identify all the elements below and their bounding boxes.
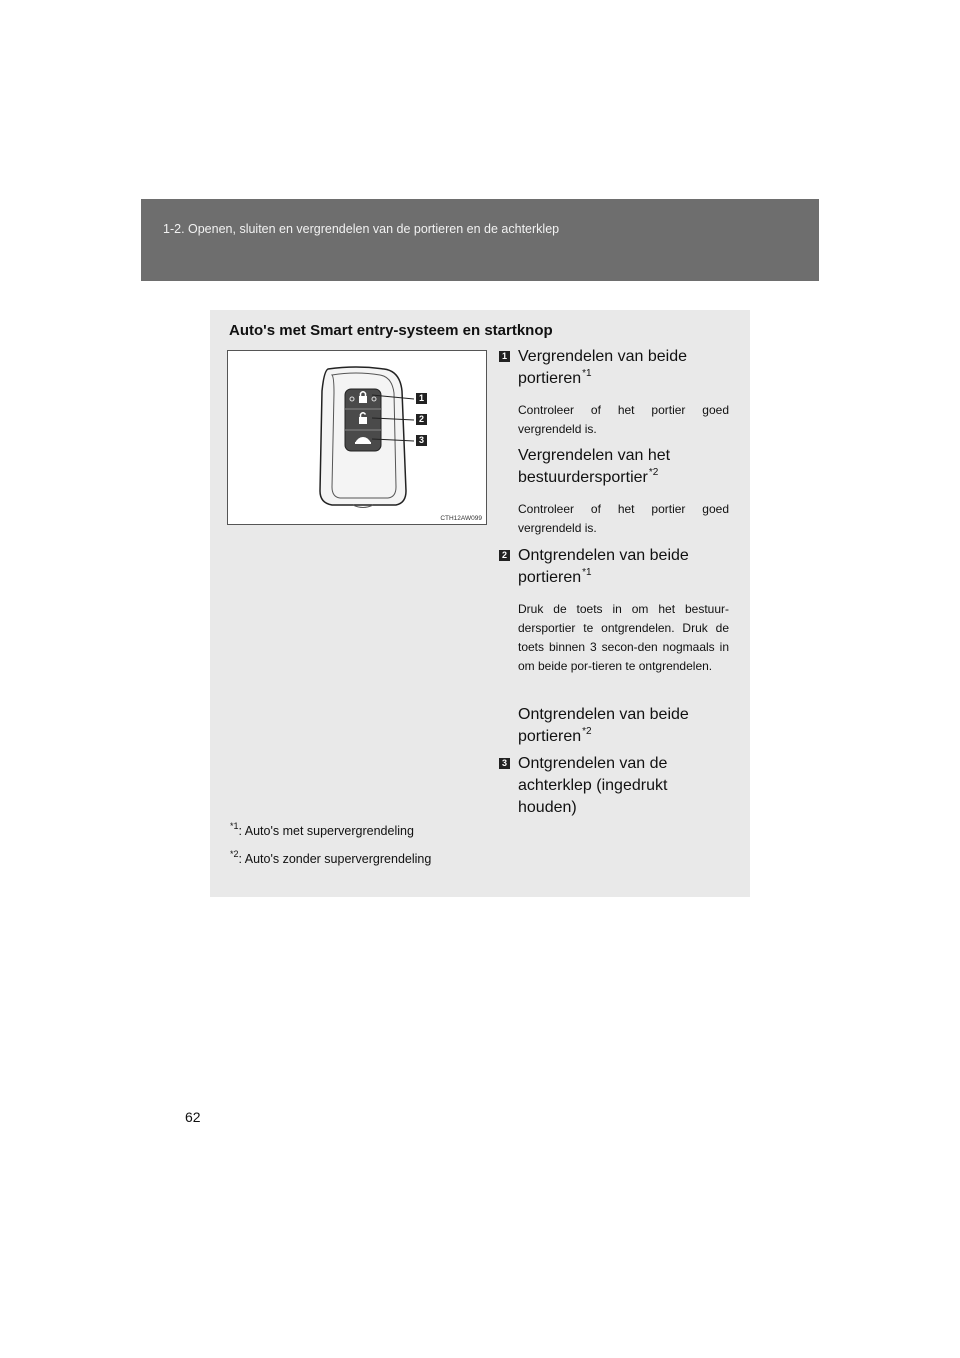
item-heading: Ontgrendelen van beide portieren (518, 547, 689, 586)
key-fob-figure (227, 350, 487, 525)
footnote-mark: *2 (230, 849, 239, 859)
item-heading: Ontgrendelen van beide portieren (518, 706, 689, 745)
info-panel (210, 310, 750, 897)
item-heading: Ontgrendelen van de achterklep (ingedrukt houden) (518, 755, 668, 816)
item-marker: 1 (499, 351, 510, 362)
item-unlock-all (499, 545, 729, 676)
footnote-text: : Auto's zonder supervergrendeling (238, 852, 432, 866)
footnote-1 (229, 821, 414, 838)
key-fob-illustration (228, 351, 486, 524)
item-unlock-trunk (499, 753, 729, 819)
item-unlock-all-2 (499, 704, 729, 750)
item-superscript: *1 (582, 567, 592, 578)
callout-1: 1 (416, 393, 427, 404)
figure-code: CTH12AW099 (440, 515, 482, 522)
item-heading: Vergrendelen van beide portieren (518, 348, 688, 387)
footnote-text: : Auto's met supervergrendeling (238, 824, 414, 838)
item-description: Controleer of het portier goed vergrendeld is. (518, 403, 729, 436)
item-heading: Vergrendelen van het bestuurdersportier (518, 447, 671, 486)
item-description: Druk de toets in om het bestuur-dersportier te ontgrendelen. Druk de toets binnen 3 secon-den nogmaals in om beide por-tieren te ontgrendelen. (518, 602, 729, 673)
panel-title: Auto's met Smart entry-systeem en startknop (229, 322, 553, 339)
footnote-mark: *1 (230, 821, 239, 831)
callout-2: 2 (416, 414, 427, 425)
section-title: 1-2. Openen, sluiten en vergrendelen van de portieren en de achterklep (163, 222, 560, 236)
item-marker: 3 (499, 758, 510, 769)
item-lock-driver (499, 445, 729, 538)
section-header (141, 199, 819, 281)
footnote-2 (229, 849, 432, 866)
item-description: Controleer of het portier goed vergrendeld is. (518, 502, 729, 535)
callout-3: 3 (416, 435, 427, 446)
item-superscript: *1 (582, 368, 592, 379)
item-superscript: *2 (648, 467, 659, 478)
item-marker: 2 (499, 550, 510, 561)
item-lock-all (499, 346, 729, 439)
item-superscript: *2 (582, 726, 592, 737)
page-number: 62 (185, 1109, 201, 1125)
